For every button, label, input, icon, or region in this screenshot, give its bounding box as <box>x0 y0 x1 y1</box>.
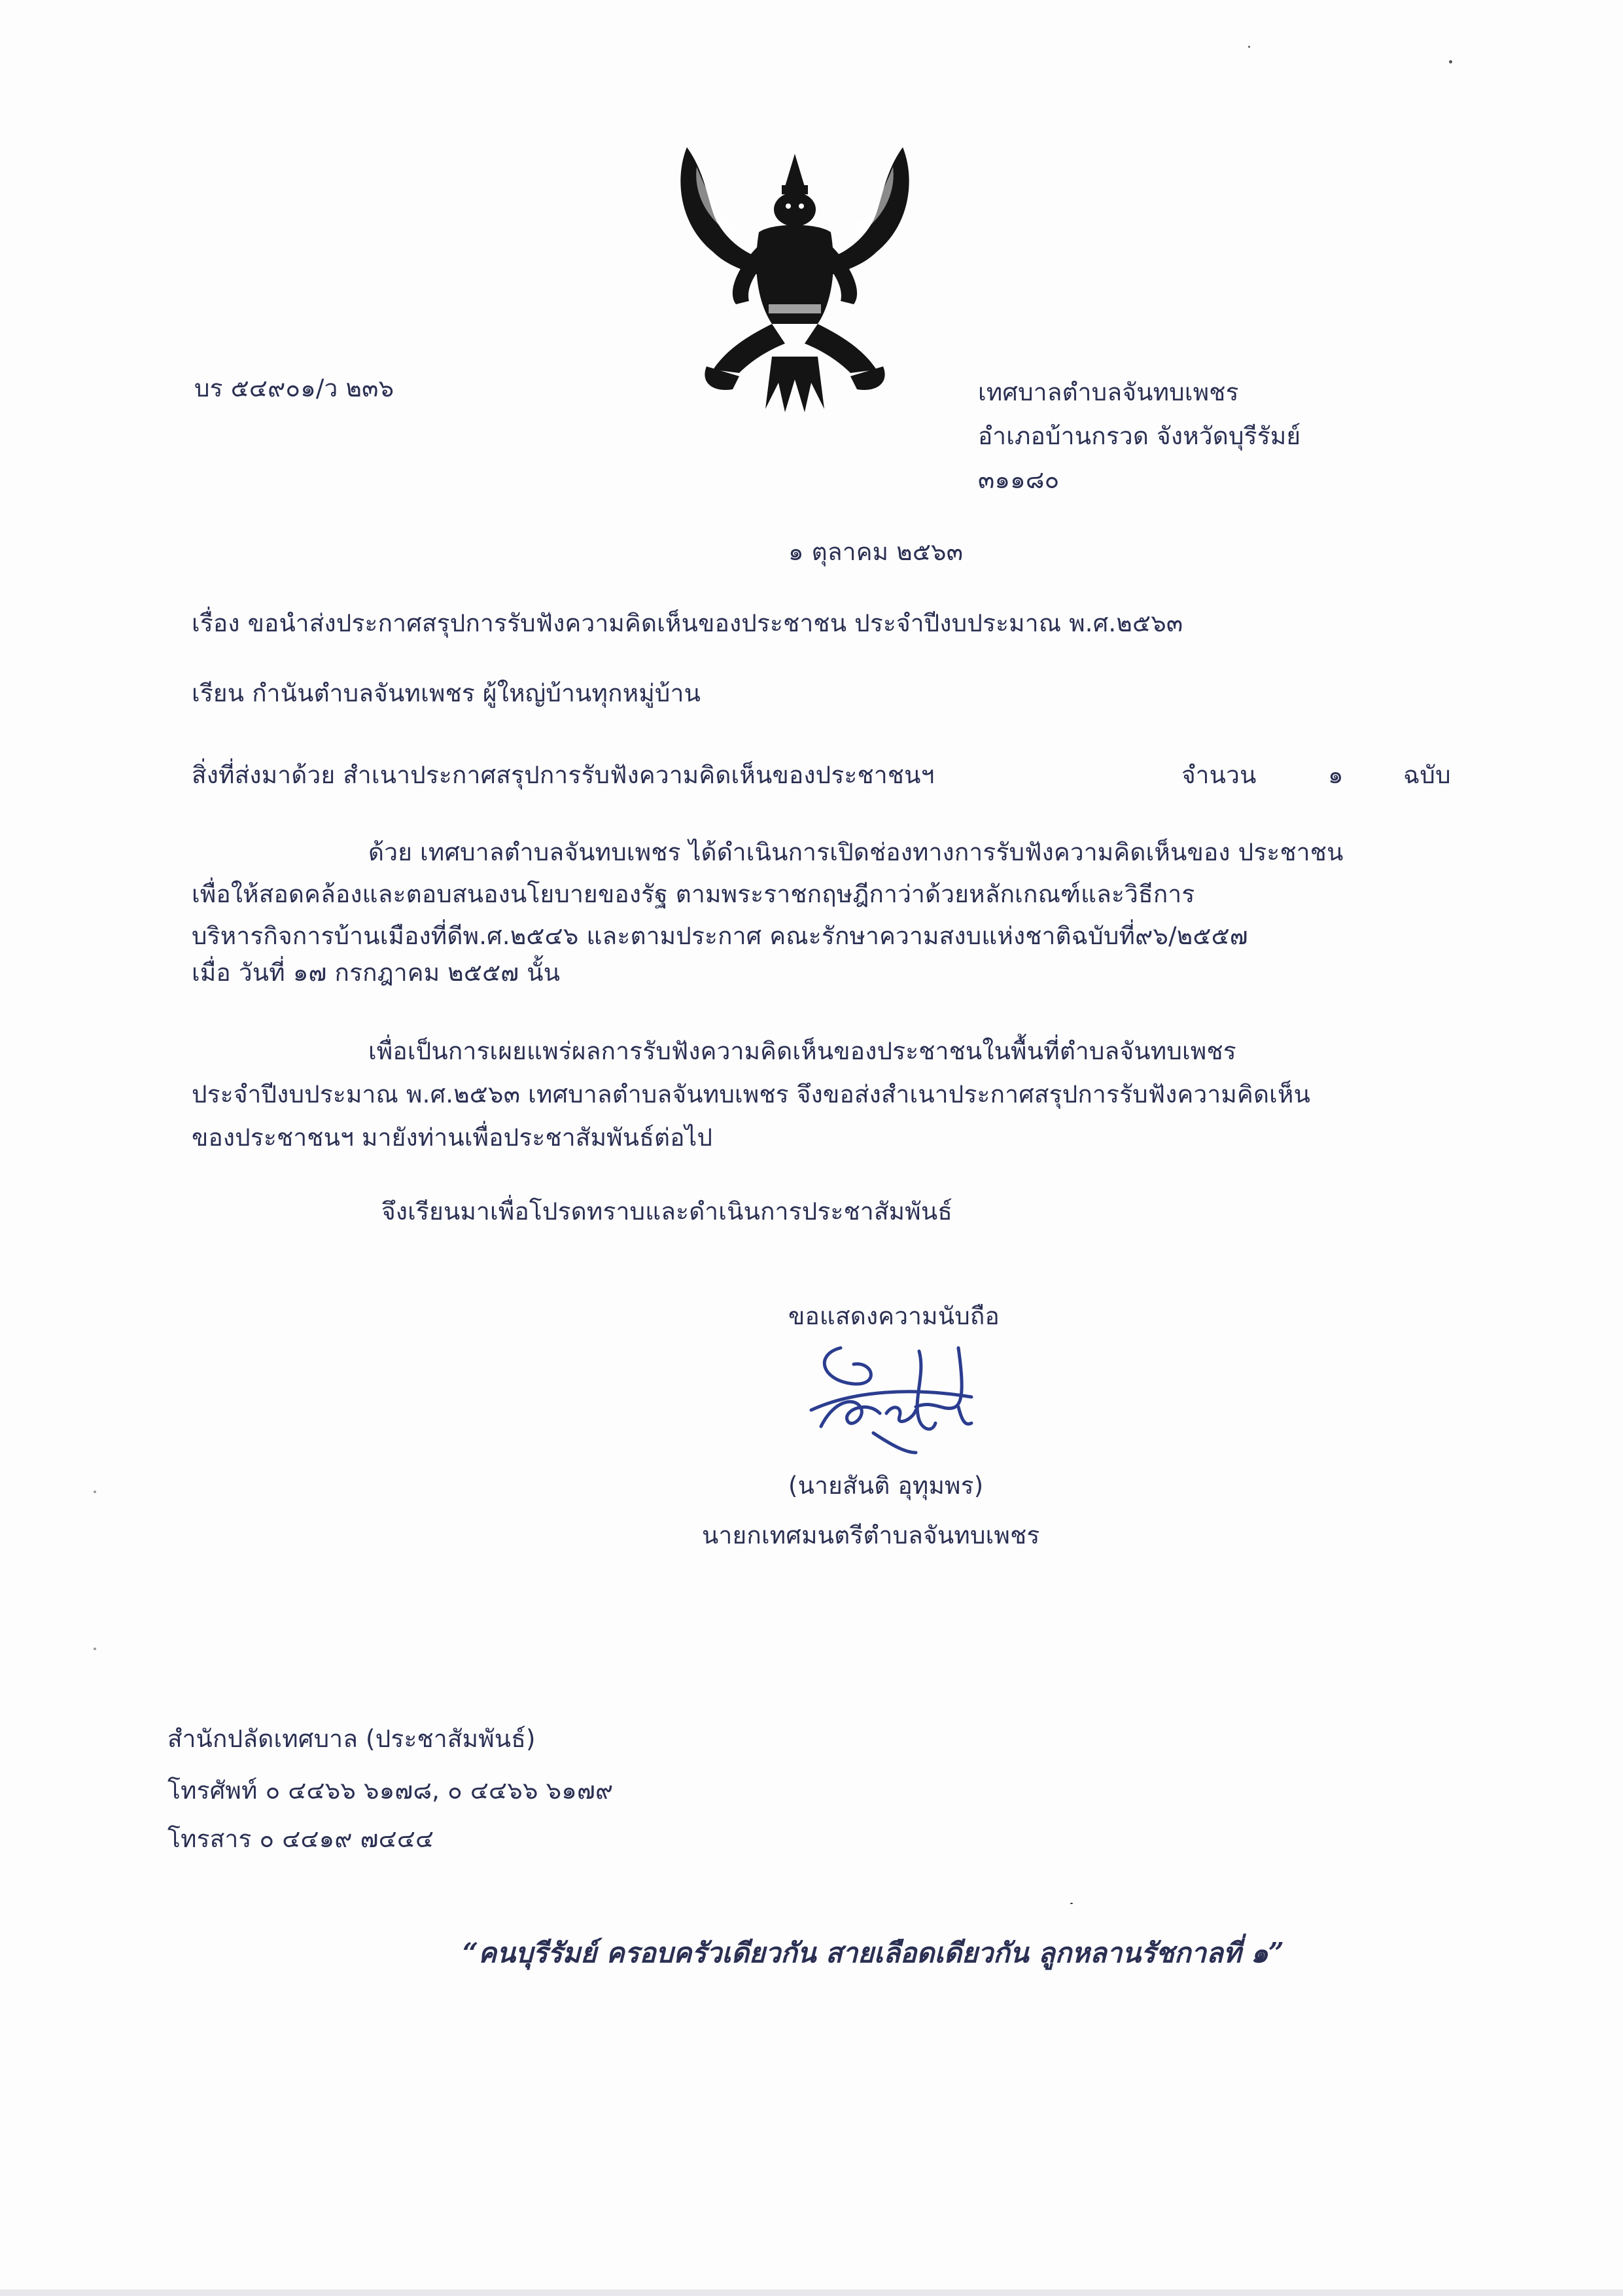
valediction: ขอแสดงความนับถือ <box>788 1302 1000 1330</box>
closing-request: จึงเรียนมาเพื่อโปรดทราบและดำเนินการประชาสัมพันธ์ <box>381 1197 953 1226</box>
footer-office: สำนักปลัดเทศบาล (ประชาสัมพันธ์) <box>167 1725 536 1753</box>
signature-icon <box>801 1335 1011 1459</box>
recipient-line: เรียน กำนันตำบลจันทเพชร ผู้ใหญ่บ้านทุกหมู่บ้าน <box>192 679 701 707</box>
scan-speck <box>1449 60 1452 63</box>
para2-line-2: ประจำปีงบประมาณ พ.ศ.๒๕๖๓ เทศบาลตำบลจันทบเพชร จึงขอส่งสำเนาประกาศสรุปการรับฟังความคิดเห็น <box>192 1080 1311 1108</box>
document-number: บร ๕๔๙๐๑/ว ๒๓๖ <box>194 374 394 402</box>
sender-postcode: ๓๑๑๘๐ <box>978 466 1060 494</box>
scan-speck <box>1070 1903 1073 1904</box>
scan-speck <box>94 1648 96 1650</box>
footer-fax: โทรสาร ๐ ๔๔๑๙ ๗๔๔๔ <box>167 1825 434 1853</box>
subject-line: เรื่อง ขอนำส่งประกาศสรุปการรับฟังความคิดเห็นของประชาชน ประจำปีงบประมาณ พ.ศ.๒๕๖๓ <box>192 609 1183 637</box>
enclosure-count: ๑ <box>1328 761 1344 789</box>
sender-line-2: อำเภอบ้านกรวด จังหวัดบุรีรัมย์ <box>978 422 1301 450</box>
scan-bottom-edge <box>0 2289 1623 2296</box>
para1-line-1: ด้วย เทศบาลตำบลจันทบเพชร ได้ดำเนินการเปิดช่องทางการรับฟังความคิดเห็นของ ประชาชน <box>368 838 1344 866</box>
para1-line-3: บริหารกิจการบ้านเมืองที่ดีพ.ศ.๒๕๔๖ และตามประกาศ คณะรักษาความสงบแห่งชาติฉบับที่๙๖/๒๕๕๗ <box>192 922 1248 950</box>
para2-line-1: เพื่อเป็นการเผยแพร่ผลการรับฟังความคิดเห็นของประชาชนในพื้นที่ตำบลจันทบเพชร <box>368 1037 1236 1065</box>
garuda-emblem-icon <box>674 141 916 415</box>
enclosure-text: สิ่งที่ส่งมาด้วย สำเนาประกาศสรุปการรับฟังความคิดเห็นของประชาชนฯ <box>192 761 935 789</box>
para2-line-3: ของประชาชนฯ มายังท่านเพื่อประชาสัมพันธ์ต่อไป <box>192 1123 713 1152</box>
scan-speck <box>94 1491 96 1493</box>
slogan: “คนบุรีรัมย์ ครอบครัวเดียวกัน สายเลือดเดียวกัน ลูกหลานรัชกาลที่ ๑” <box>462 1937 1284 1969</box>
para1-line-4: เมื่อ วันที่ ๑๗ กรกฎาคม ๒๕๕๗ นั้น <box>192 959 561 987</box>
signatory-name: (นายสันติ อุทุมพร) <box>788 1472 984 1500</box>
scan-speck <box>1248 46 1250 48</box>
signatory-title: นายกเทศมนตรีตำบลจันทบเพชร <box>702 1521 1040 1549</box>
letter-date: ๑ ตุลาคม ๒๕๖๓ <box>788 538 964 566</box>
enclosure-unit: ฉบับ <box>1403 761 1451 789</box>
para1-line-2: เพื่อให้สอดคล้องและตอบสนองนโยบายของรัฐ ตามพระราชกฤษฎีกาว่าด้วยหลักเกณฑ์และวิธีการ <box>192 880 1195 908</box>
sender-line-1: เทศบาลตำบลจันทบเพชร <box>978 378 1239 406</box>
footer-phone: โทรศัพท์ ๐ ๔๔๖๖ ๖๑๗๘, ๐ ๔๔๖๖ ๖๑๗๙ <box>167 1776 614 1805</box>
enclosure-count-label: จำนวน <box>1181 761 1257 789</box>
